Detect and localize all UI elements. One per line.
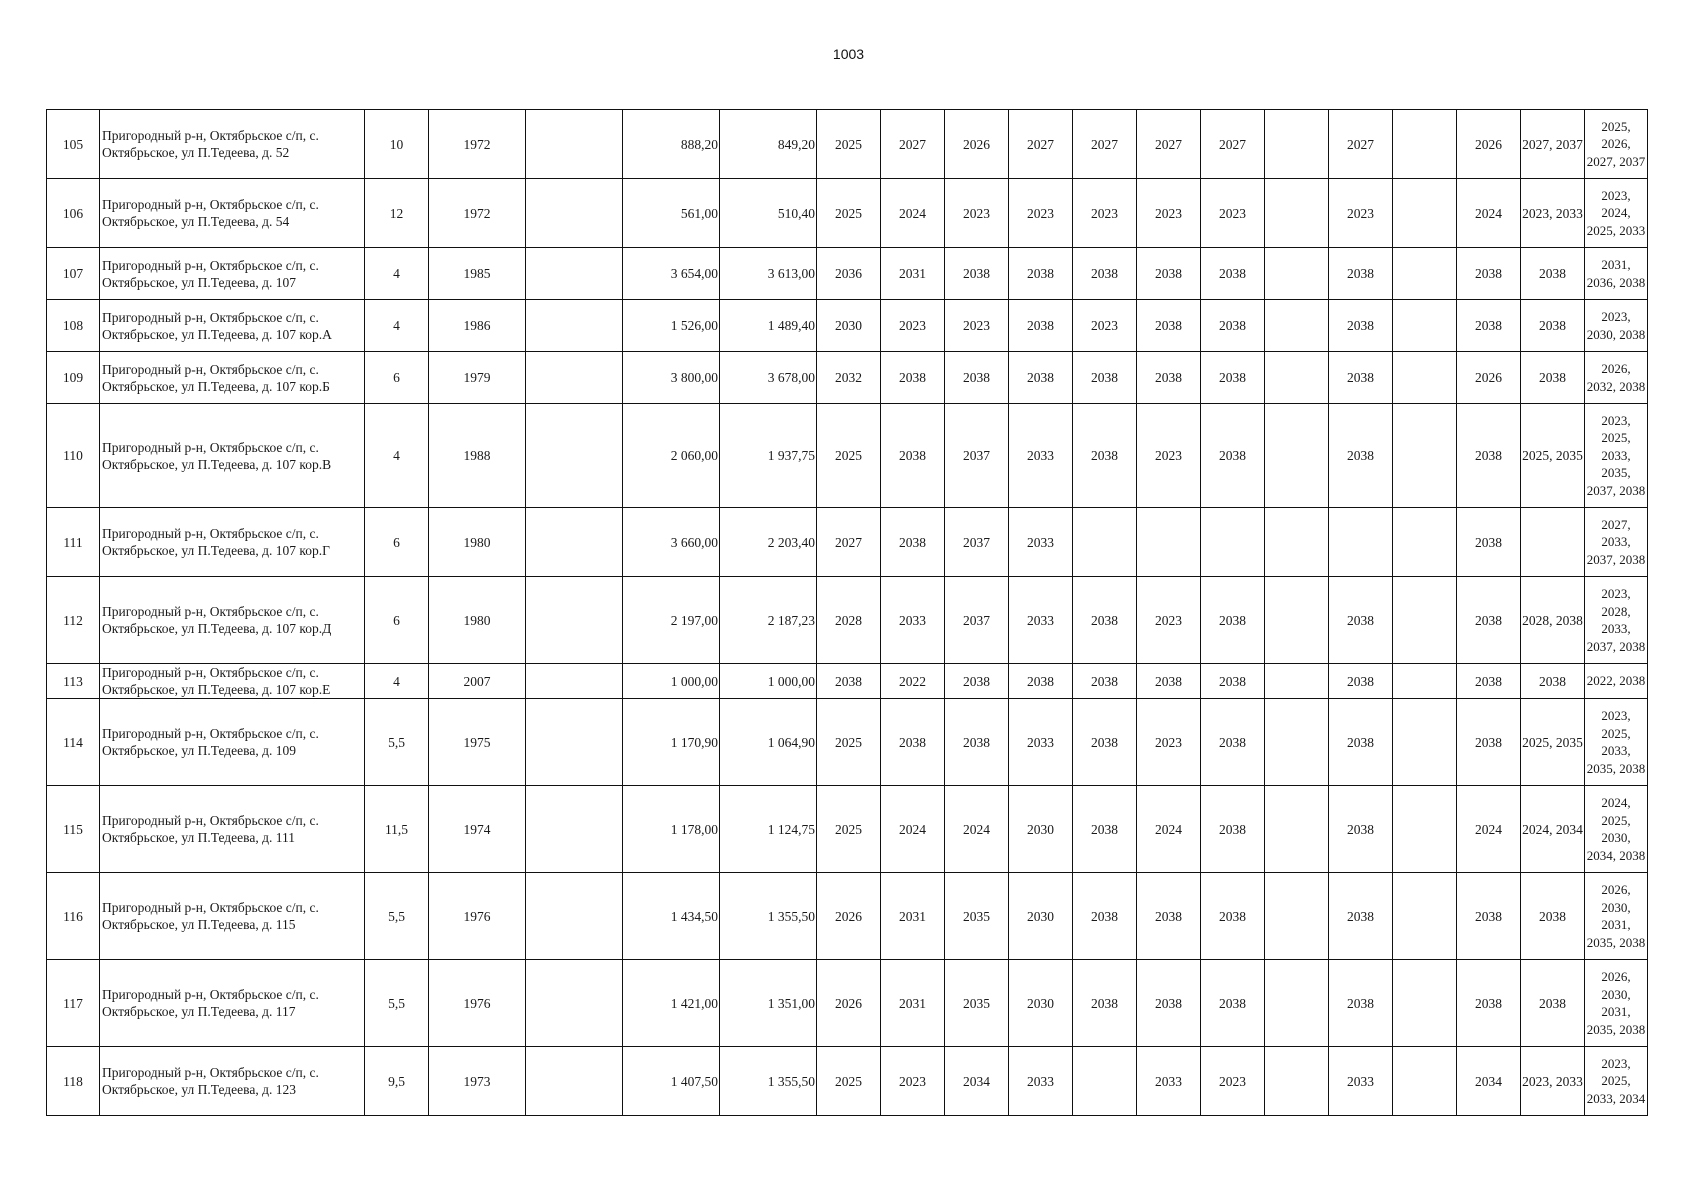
table-row [47,508,1648,577]
cell-c8: 2036 [817,248,881,300]
cell-c9: 2023 [881,1047,945,1116]
cell-c11: 2038 [1009,664,1073,699]
table-row [47,110,1648,179]
row-number-cell: 116 [47,873,100,960]
total-area-cell: 2 197,00 [623,577,720,664]
cell-c5 [526,699,623,786]
cell-c18: 2038 [1457,664,1521,699]
cell-c5 [526,1047,623,1116]
cell-c17 [1393,300,1457,352]
living-area-cell: 1 937,75 [720,404,817,508]
row-number-cell: 110 [47,404,100,508]
cell-c15 [1265,699,1329,786]
living-area-cell: 1 489,40 [720,300,817,352]
cell-c15 [1265,873,1329,960]
cell-c15 [1265,248,1329,300]
cell-c3: 10 [365,110,429,179]
years-list-cell: 2023, 2030, 2038 [1585,300,1648,352]
living-area-cell: 849,20 [720,110,817,179]
cell-c18: 2034 [1457,1047,1521,1116]
cell-c19: 2038 [1521,352,1585,404]
cell-c16: 2038 [1329,960,1393,1047]
cell-c10: 2035 [945,873,1009,960]
row-number-cell: 108 [47,300,100,352]
cell-c19: 2038 [1521,873,1585,960]
build-year-cell: 1973 [429,1047,526,1116]
cell-c8: 2028 [817,577,881,664]
row-number-cell: 114 [47,699,100,786]
table-row [47,1047,1648,1116]
cell-c12 [1073,1047,1137,1116]
cell-c12: 2038 [1073,352,1137,404]
years-list-cell: 2025, 2026, 2027, 2037 [1585,110,1648,179]
cell-c14: 2038 [1201,960,1265,1047]
years-list-cell: 2023, 2025, 2033, 2035, 2037, 2038 [1585,404,1648,508]
total-area-cell: 3 800,00 [623,352,720,404]
cell-c17 [1393,577,1457,664]
build-year-cell: 1975 [429,699,526,786]
cell-c14: 2038 [1201,786,1265,873]
cell-c19 [1521,508,1585,577]
cell-c13: 2038 [1137,960,1201,1047]
total-area-cell: 1 434,50 [623,873,720,960]
cell-c13: 2023 [1137,577,1201,664]
years-list-cell: 2027, 2033, 2037, 2038 [1585,508,1648,577]
cell-c9: 2022 [881,664,945,699]
cell-c15 [1265,664,1329,699]
cell-c5 [526,577,623,664]
cell-c19: 2038 [1521,300,1585,352]
address-cell: Пригородный р-н, Октябрьское с/п, с. Октябрьское, ул П.Тедеева, д. 107 кор.Е [100,664,365,699]
cell-c19: 2028, 2038 [1521,577,1585,664]
years-list-cell: 2023, 2025, 2033, 2034 [1585,1047,1648,1116]
living-area-cell: 2 203,40 [720,508,817,577]
years-list-cell: 2024, 2025, 2030, 2034, 2038 [1585,786,1648,873]
build-year-cell: 2007 [429,664,526,699]
total-area-cell: 1 407,50 [623,1047,720,1116]
total-area-cell: 1 000,00 [623,664,720,699]
living-area-cell: 510,40 [720,179,817,248]
cell-c8: 2026 [817,960,881,1047]
build-year-cell: 1974 [429,786,526,873]
years-list-cell: 2026, 2030, 2031, 2035, 2038 [1585,960,1648,1047]
years-list-cell: 2026, 2032, 2038 [1585,352,1648,404]
cell-c16: 2038 [1329,786,1393,873]
cell-c14: 2038 [1201,352,1265,404]
cell-c3: 6 [365,508,429,577]
cell-c9: 2038 [881,404,945,508]
cell-c9: 2024 [881,786,945,873]
cell-c5 [526,248,623,300]
years-list-cell: 2026, 2030, 2031, 2035, 2038 [1585,873,1648,960]
cell-c11: 2033 [1009,404,1073,508]
cell-c13: 2038 [1137,352,1201,404]
cell-c18: 2026 [1457,110,1521,179]
cell-c16: 2038 [1329,873,1393,960]
cell-c3: 6 [365,577,429,664]
cell-c19: 2023, 2033 [1521,1047,1585,1116]
cell-c17 [1393,960,1457,1047]
table-body [47,110,1648,1116]
cell-c5 [526,300,623,352]
table-row [47,664,1648,699]
row-number-cell: 106 [47,179,100,248]
cell-c5 [526,179,623,248]
cell-c16 [1329,508,1393,577]
cell-c14: 2038 [1201,248,1265,300]
cell-c11: 2038 [1009,352,1073,404]
cell-c13: 2023 [1137,404,1201,508]
cell-c13: 2024 [1137,786,1201,873]
total-area-cell: 3 654,00 [623,248,720,300]
cell-c17 [1393,352,1457,404]
cell-c19: 2024, 2034 [1521,786,1585,873]
cell-c10: 2038 [945,248,1009,300]
cell-c17 [1393,110,1457,179]
table-row [47,179,1648,248]
cell-c15 [1265,179,1329,248]
cell-c11: 2030 [1009,786,1073,873]
cell-c14: 2023 [1201,1047,1265,1116]
total-area-cell: 3 660,00 [623,508,720,577]
cell-c8: 2025 [817,404,881,508]
living-area-cell: 1 351,00 [720,960,817,1047]
build-year-cell: 1980 [429,577,526,664]
address-cell: Пригородный р-н, Октябрьское с/п, с. Октябрьское, ул П.Тедеева, д. 107 кор.А [100,300,365,352]
cell-c18: 2038 [1457,404,1521,508]
table-row [47,300,1648,352]
cell-c10: 2024 [945,786,1009,873]
cell-c15 [1265,1047,1329,1116]
cell-c18: 2026 [1457,352,1521,404]
years-list-cell: 2023, 2025, 2033, 2035, 2038 [1585,699,1648,786]
address-cell: Пригородный р-н, Октябрьское с/п, с. Октябрьское, ул П.Тедеева, д. 107 [100,248,365,300]
cell-c3: 4 [365,664,429,699]
cell-c12: 2038 [1073,664,1137,699]
cell-c3: 5,5 [365,699,429,786]
cell-c5 [526,508,623,577]
cell-c10: 2038 [945,664,1009,699]
living-area-cell: 2 187,23 [720,577,817,664]
years-list-cell: 2022, 2038 [1585,664,1648,699]
cell-c17 [1393,248,1457,300]
cell-c12: 2038 [1073,699,1137,786]
cell-c14: 2038 [1201,699,1265,786]
cell-c10: 2034 [945,1047,1009,1116]
row-number-cell: 107 [47,248,100,300]
cell-c10: 2026 [945,110,1009,179]
build-year-cell: 1988 [429,404,526,508]
row-number-cell: 105 [47,110,100,179]
cell-c3: 4 [365,300,429,352]
build-year-cell: 1980 [429,508,526,577]
cell-c13: 2023 [1137,179,1201,248]
cell-c17 [1393,873,1457,960]
cell-c14: 2038 [1201,664,1265,699]
cell-c17 [1393,664,1457,699]
cell-c18: 2038 [1457,960,1521,1047]
cell-c16: 2038 [1329,248,1393,300]
cell-c15 [1265,404,1329,508]
row-number-cell: 113 [47,664,100,699]
row-number-cell: 109 [47,352,100,404]
cell-c8: 2025 [817,179,881,248]
cell-c16: 2038 [1329,352,1393,404]
cell-c3: 12 [365,179,429,248]
total-area-cell: 1 178,00 [623,786,720,873]
cell-c19: 2025, 2035 [1521,404,1585,508]
cell-c5 [526,110,623,179]
cell-c17 [1393,508,1457,577]
address-cell: Пригородный р-н, Октябрьское с/п, с. Октябрьское, ул П.Тедеева, д. 107 кор.Г [100,508,365,577]
cell-c16: 2038 [1329,300,1393,352]
cell-c15 [1265,110,1329,179]
row-number-cell: 117 [47,960,100,1047]
cell-c11: 2027 [1009,110,1073,179]
cell-c11: 2023 [1009,179,1073,248]
cell-c16: 2038 [1329,577,1393,664]
cell-c12: 2038 [1073,577,1137,664]
years-list-cell: 2023, 2028, 2033, 2037, 2038 [1585,577,1648,664]
cell-c11: 2030 [1009,960,1073,1047]
table-row [47,873,1648,960]
cell-c16: 2038 [1329,404,1393,508]
table-row [47,404,1648,508]
cell-c8: 2025 [817,699,881,786]
row-number-cell: 118 [47,1047,100,1116]
cell-c16: 2023 [1329,179,1393,248]
living-area-cell: 1 064,90 [720,699,817,786]
cell-c15 [1265,352,1329,404]
cell-c12: 2038 [1073,960,1137,1047]
cell-c12: 2023 [1073,300,1137,352]
cell-c12: 2027 [1073,110,1137,179]
cell-c10: 2038 [945,699,1009,786]
cell-c18: 2038 [1457,699,1521,786]
cell-c11: 2033 [1009,577,1073,664]
cell-c5 [526,404,623,508]
living-area-cell: 3 613,00 [720,248,817,300]
build-year-cell: 1972 [429,179,526,248]
cell-c14: 2038 [1201,577,1265,664]
cell-c17 [1393,786,1457,873]
cell-c9: 2031 [881,960,945,1047]
cell-c19: 2038 [1521,664,1585,699]
cell-c10: 2037 [945,577,1009,664]
cell-c15 [1265,577,1329,664]
cell-c3: 11,5 [365,786,429,873]
address-cell: Пригородный р-н, Октябрьское с/п, с. Октябрьское, ул П.Тедеева, д. 107 кор.Б [100,352,365,404]
cell-c8: 2038 [817,664,881,699]
cell-c5 [526,664,623,699]
cell-c16: 2038 [1329,664,1393,699]
cell-c10: 2038 [945,352,1009,404]
address-cell: Пригородный р-н, Октябрьское с/п, с. Октябрьское, ул П.Тедеева, д. 109 [100,699,365,786]
cell-c11: 2038 [1009,300,1073,352]
cell-c14: 2027 [1201,110,1265,179]
cell-c18: 2038 [1457,873,1521,960]
address-cell: Пригородный р-н, Октябрьское с/п, с. Октябрьское, ул П.Тедеева, д. 54 [100,179,365,248]
cell-c16: 2038 [1329,699,1393,786]
cell-c8: 2025 [817,1047,881,1116]
cell-c10: 2037 [945,404,1009,508]
address-cell: Пригородный р-н, Октябрьское с/п, с. Октябрьское, ул П.Тедеева, д. 115 [100,873,365,960]
total-area-cell: 1 170,90 [623,699,720,786]
cell-c12: 2038 [1073,873,1137,960]
cell-c18: 2024 [1457,786,1521,873]
cell-c15 [1265,508,1329,577]
cell-c3: 5,5 [365,873,429,960]
total-area-cell: 1 421,00 [623,960,720,1047]
cell-c3: 5,5 [365,960,429,1047]
cell-c13: 2023 [1137,699,1201,786]
cell-c15 [1265,300,1329,352]
build-year-cell: 1979 [429,352,526,404]
cell-c11: 2038 [1009,248,1073,300]
cell-c8: 2032 [817,352,881,404]
cell-c17 [1393,1047,1457,1116]
cell-c11: 2033 [1009,1047,1073,1116]
cell-c3: 4 [365,248,429,300]
cell-c15 [1265,960,1329,1047]
cell-c5 [526,786,623,873]
address-cell: Пригородный р-н, Октябрьское с/п, с. Октябрьское, ул П.Тедеева, д. 111 [100,786,365,873]
table-row [47,786,1648,873]
table-row [47,577,1648,664]
cell-c10: 2023 [945,179,1009,248]
cell-c3: 6 [365,352,429,404]
cell-c8: 2027 [817,508,881,577]
cell-c12: 2038 [1073,786,1137,873]
cell-c9: 2027 [881,110,945,179]
cell-c19: 2023, 2033 [1521,179,1585,248]
cell-c16: 2027 [1329,110,1393,179]
table-row [47,960,1648,1047]
cell-c11: 2030 [1009,873,1073,960]
cell-c8: 2026 [817,873,881,960]
housing-registry-table [46,109,1648,1116]
cell-c17 [1393,404,1457,508]
cell-c3: 9,5 [365,1047,429,1116]
cell-c10: 2037 [945,508,1009,577]
cell-c13: 2038 [1137,300,1201,352]
build-year-cell: 1986 [429,300,526,352]
row-number-cell: 111 [47,508,100,577]
cell-c13: 2038 [1137,873,1201,960]
cell-c14: 2038 [1201,300,1265,352]
cell-c13: 2027 [1137,110,1201,179]
total-area-cell: 561,00 [623,179,720,248]
build-year-cell: 1976 [429,960,526,1047]
cell-c13 [1137,508,1201,577]
row-number-cell: 115 [47,786,100,873]
cell-c17 [1393,699,1457,786]
cell-c10: 2023 [945,300,1009,352]
living-area-cell: 1 124,75 [720,786,817,873]
cell-c8: 2030 [817,300,881,352]
cell-c5 [526,352,623,404]
cell-c12: 2038 [1073,404,1137,508]
cell-c9: 2038 [881,699,945,786]
cell-c5 [526,960,623,1047]
table-row [47,248,1648,300]
cell-c5 [526,873,623,960]
cell-c10: 2035 [945,960,1009,1047]
page-number: 1003 [832,46,865,62]
cell-c9: 2023 [881,300,945,352]
living-area-cell: 1 355,50 [720,1047,817,1116]
cell-c18: 2038 [1457,248,1521,300]
address-cell: Пригородный р-н, Октябрьское с/п, с. Октябрьское, ул П.Тедеева, д. 107 кор.В [100,404,365,508]
total-area-cell: 2 060,00 [623,404,720,508]
cell-c9: 2024 [881,179,945,248]
cell-c18: 2024 [1457,179,1521,248]
build-year-cell: 1972 [429,110,526,179]
address-cell: Пригородный р-н, Октябрьское с/п, с. Октябрьское, ул П.Тедеева, д. 123 [100,1047,365,1116]
address-cell: Пригородный р-н, Октябрьское с/п, с. Октябрьское, ул П.Тедеева, д. 52 [100,110,365,179]
cell-c14 [1201,508,1265,577]
cell-c15 [1265,786,1329,873]
table-row [47,352,1648,404]
cell-c8: 2025 [817,786,881,873]
cell-c14: 2038 [1201,873,1265,960]
years-list-cell: 2023, 2024, 2025, 2033 [1585,179,1648,248]
cell-c19: 2038 [1521,248,1585,300]
cell-c8: 2025 [817,110,881,179]
cell-c18: 2038 [1457,508,1521,577]
build-year-cell: 1976 [429,873,526,960]
cell-c9: 2038 [881,352,945,404]
cell-c9: 2038 [881,508,945,577]
cell-c19: 2038 [1521,960,1585,1047]
cell-c9: 2033 [881,577,945,664]
total-area-cell: 888,20 [623,110,720,179]
living-area-cell: 1 355,50 [720,873,817,960]
cell-c9: 2031 [881,248,945,300]
cell-c3: 4 [365,404,429,508]
address-cell: Пригородный р-н, Октябрьское с/п, с. Октябрьское, ул П.Тедеева, д. 107 кор.Д [100,577,365,664]
cell-c11: 2033 [1009,508,1073,577]
living-area-cell: 1 000,00 [720,664,817,699]
cell-c19: 2027, 2037 [1521,110,1585,179]
cell-c13: 2033 [1137,1047,1201,1116]
cell-c14: 2038 [1201,404,1265,508]
address-cell: Пригородный р-н, Октябрьское с/п, с. Октябрьское, ул П.Тедеева, д. 117 [100,960,365,1047]
cell-c11: 2033 [1009,699,1073,786]
cell-c18: 2038 [1457,577,1521,664]
cell-c13: 2038 [1137,664,1201,699]
table-row [47,699,1648,786]
build-year-cell: 1985 [429,248,526,300]
living-area-cell: 3 678,00 [720,352,817,404]
years-list-cell: 2031, 2036, 2038 [1585,248,1648,300]
cell-c17 [1393,179,1457,248]
cell-c19: 2025, 2035 [1521,699,1585,786]
total-area-cell: 1 526,00 [623,300,720,352]
row-number-cell: 112 [47,577,100,664]
cell-c13: 2038 [1137,248,1201,300]
cell-c12: 2038 [1073,248,1137,300]
cell-c12: 2023 [1073,179,1137,248]
cell-c9: 2031 [881,873,945,960]
cell-c12 [1073,508,1137,577]
cell-c14: 2023 [1201,179,1265,248]
cell-c18: 2038 [1457,300,1521,352]
cell-c16: 2033 [1329,1047,1393,1116]
